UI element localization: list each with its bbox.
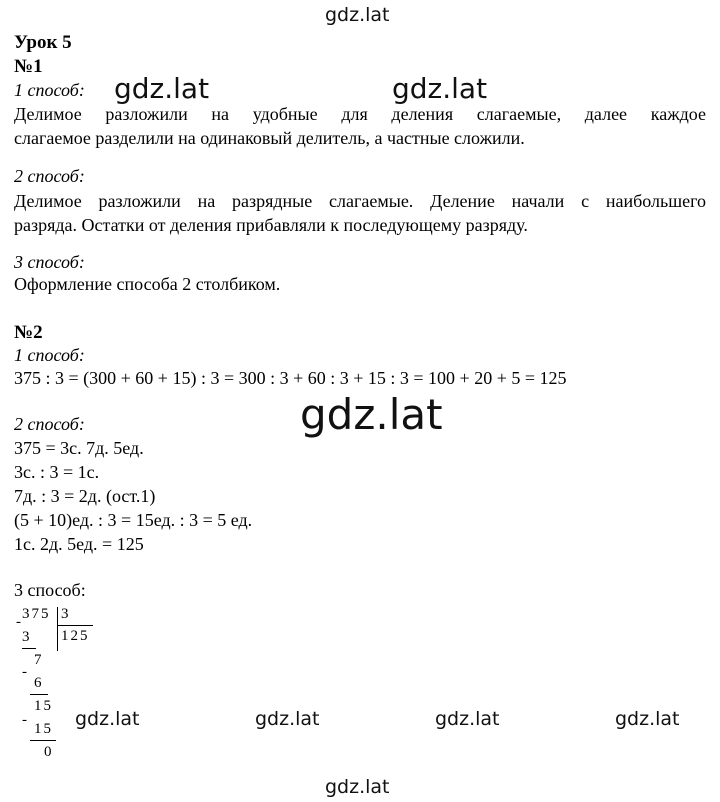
task1-method1-line-2: слагаемое разделили на одинаковый делитель, а частные сложили. <box>14 128 525 148</box>
watermark-row-4: gdz.lat <box>615 708 680 730</box>
task1-method2-line-2: разряда. Остатки от деления прибавляли к последующему разряду. <box>14 215 528 235</box>
task1-method2-label: 2 способ: <box>14 166 85 186</box>
division-vertical-line <box>57 607 58 651</box>
task2-method2-line-1: 375 = 3с. 7д. 5ед. <box>14 438 144 458</box>
division-underline-3 <box>30 740 56 741</box>
task2-method2-line-3: 7д. : 3 = 2д. (ост.1) <box>14 486 156 506</box>
task2-method2-line-5: 1с. 2д. 5ед. = 125 <box>14 534 144 554</box>
division-underline-1 <box>22 648 36 649</box>
task2-method2-line-4: (5 + 10)ед. : 3 = 15ед. : 3 = 5 ед. <box>14 510 253 530</box>
division-minus-1: - <box>16 614 23 630</box>
task2-method2-label: 2 способ: <box>14 414 85 434</box>
task2-method1-expr: 375 : 3 = (300 + 60 + 15) : 3 = 300 : 3 + 60 : 3 + 15 : 3 = 100 + 20 + 5 = 125 <box>14 368 567 388</box>
task1-method2-line-1: Делимое разложили на разрядные слагаемые. Деление начали с наибольшего <box>14 191 706 211</box>
task1-method3-text: Оформление способа 2 столбиком. <box>14 274 281 294</box>
division-dividend: 375 <box>22 606 51 622</box>
division-minus-2: - <box>22 664 29 680</box>
division-step-2: 7 <box>34 652 44 668</box>
watermark-center: gdz.lat <box>300 390 443 439</box>
task1-method3-label: 3 способ: <box>14 252 85 272</box>
task1-method1-label: 1 способ: <box>14 80 85 100</box>
watermark-row-3: gdz.lat <box>435 708 500 730</box>
task1-method1-text <box>14 102 706 150</box>
task2-number: №2 <box>14 322 43 343</box>
task1-method1-line-1: Делимое разложили на удобные для деления слагаемые, далее каждое <box>14 104 706 124</box>
task2-method1-label: 1 способ: <box>14 345 85 365</box>
division-quotient: 125 <box>61 628 90 644</box>
task1-method2-text <box>14 189 706 237</box>
watermark-top: gdz.lat <box>325 4 390 26</box>
lesson-title: Урок 5 <box>14 32 72 53</box>
division-underline-2 <box>30 694 48 695</box>
division-minus-3: - <box>22 712 29 728</box>
watermark-bottom: gdz.lat <box>325 776 390 798</box>
division-step-4: 15 <box>34 698 53 714</box>
watermark-row-1: gdz.lat <box>75 708 140 730</box>
division-step-5: 15 <box>34 721 53 737</box>
watermark-inline-2: gdz.lat <box>392 72 488 105</box>
division-quotient-line <box>57 625 93 626</box>
division-step-3: 6 <box>34 675 44 691</box>
division-divisor: 3 <box>61 606 71 622</box>
task2-method2-line-2: 3с. : 3 = 1с. <box>14 462 100 482</box>
task1-number: №1 <box>14 56 43 77</box>
task2-method3-label: 3 способ: <box>14 580 86 600</box>
watermark-inline-1: gdz.lat <box>114 72 210 105</box>
division-step-1: 3 <box>22 629 32 645</box>
division-remainder: 0 <box>44 744 54 760</box>
watermark-row-2: gdz.lat <box>255 708 320 730</box>
